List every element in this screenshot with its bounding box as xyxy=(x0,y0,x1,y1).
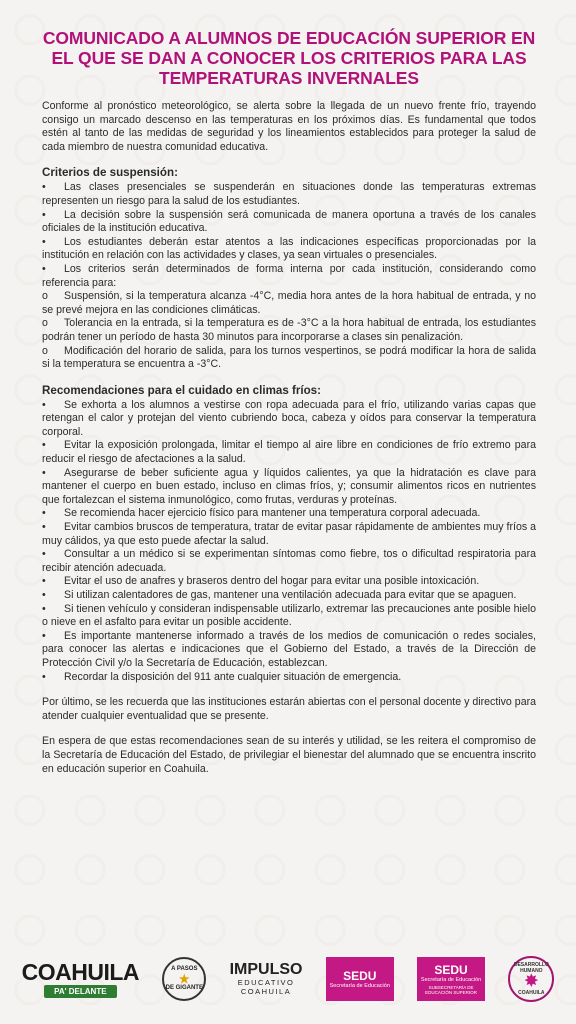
coahuila-logo xyxy=(21,958,140,998)
bullet-marker: • xyxy=(42,670,46,683)
bullet-marker: • xyxy=(42,262,46,275)
bullet-marker: • xyxy=(42,398,46,411)
impulso-sub-2: COAHUILA xyxy=(240,987,292,996)
sedu-title: SEDU xyxy=(434,962,468,977)
list-item xyxy=(42,236,536,263)
recomendaciones-heading: Recomendaciones para el cuidado en climas fríos: xyxy=(42,383,321,397)
list-item-text: Tolerancia en la entrada, si la temperatura es de -3°C a la hora habitual de entrada, los estudiantes podrán tener un período de hasta 30 minutos para incorporarse a clases sin penalización. xyxy=(42,317,536,343)
list-item xyxy=(42,439,536,466)
list-item-text: Si tienen vehículo y consideran indispensable utilizarlo, extremar las precauciones ante posible hielo o nieve en el asfalto para evitar un posible accidente. xyxy=(42,602,536,629)
star-icon: ★ xyxy=(178,972,190,986)
list-item-text: Suspensión, si la temperatura alcanza -4°C, media hora antes de la hora habitual de entrada, y no se prevé mejora en las condiciones climáticas. xyxy=(42,290,536,316)
impulso-wordmark: IMPULSO xyxy=(229,961,303,978)
bullet-marker: • xyxy=(42,208,46,221)
bullet-marker: • xyxy=(42,181,46,194)
recomendaciones-list xyxy=(42,399,536,684)
list-item-text: Se exhorta a los alumnos a vestirse con ropa adecuada para el frío, utilizando varias capas que retengan el calor y protejan del viento cubriendo boca, cabeza y oídos para conservar la temperatura corporal. xyxy=(42,398,536,438)
document-title: COMUNICADO A ALUMNOS DE EDUCACIÓN SUPERIOR EN EL QUE SE DAN A CONOCER LOS CRITERIOS PARA LAS TEMPERATURAS INVERNALES xyxy=(42,28,536,88)
criterios-heading: Criterios de suspensión: xyxy=(42,166,178,180)
pasos-bottom-text: DE GIGANTE xyxy=(165,985,203,991)
closing-paragraph-2: En espera de que estas recomendaciones sean de su interés y utilidad, se les reitera el compromiso de la Secretaría de Educación del Estado, de privilegiar el bienestar del alumnado que se encuentra inscrito en educación superior en Coahuila. xyxy=(42,735,536,775)
list-item-text: La decisión sobre la suspensión será comunicada de manera oportuna a través de los canales oficiales de la institución educativa. xyxy=(42,208,536,235)
criterios-section xyxy=(42,166,536,371)
impulso-sub-1: EDUCATIVO xyxy=(237,978,295,987)
dh-bottom-text: COAHUILA xyxy=(518,990,545,996)
sedu-title: SEDU xyxy=(343,968,377,983)
list-item-text: Si utilizan calentadores de gas, mantener una ventilación adecuada para evitar que se apaguen. xyxy=(64,589,517,601)
list-item xyxy=(42,263,536,290)
list-item-text: Es importante mantenerse informado a través de los medios de comunicación o redes sociales, para conocer las alertas e indicaciones que el Gobierno del Estado, a través de la Dirección de Protección Civil y/o la Secretaría de Educación, establezcan. xyxy=(42,629,536,669)
pa-delante-tag: PA' DELANTE xyxy=(44,985,116,998)
sedu-superior-logo xyxy=(417,957,485,1001)
list-item-text: Evitar el uso de anafres y braseros dentro del hogar para evitar una posible intoxicación. xyxy=(64,575,480,588)
bullet-marker: o xyxy=(42,344,48,357)
recomendaciones-section xyxy=(42,384,536,684)
bullet-marker: o xyxy=(42,290,48,303)
list-item xyxy=(42,589,536,603)
list-item-text: Evitar cambios bruscos de temperatura, tratar de evitar pasar rápidamente de ambientes muy fríos a muy cálidos, ya que esto puede afectar la salud. xyxy=(42,521,536,547)
list-item xyxy=(42,181,536,208)
list-item-text: Recordar la disposición del 911 ante cualquier situación de emergencia. xyxy=(64,670,402,683)
sedu-subtitle: Secretaría de Educación xyxy=(329,982,390,989)
bullet-marker: • xyxy=(42,629,46,642)
bullet-marker: • xyxy=(42,521,46,534)
list-item-text: Evitar la exposición prolongada, limitar el tiempo al aire libre en condiciones de frío extremo para reducir el riesgo de afectaciones a la salud. xyxy=(42,439,536,466)
list-item xyxy=(42,399,536,440)
dh-top-text: DESARROLLO HUMANO xyxy=(513,962,549,974)
bullet-marker: • xyxy=(42,548,46,561)
list-item xyxy=(42,630,536,671)
list-item xyxy=(42,548,536,575)
sedu-logo xyxy=(326,957,394,1001)
list-item xyxy=(42,209,536,236)
bullet-marker: • xyxy=(42,602,46,615)
list-item-text: Consultar a un médico si se experimentan síntomas como fiebre, tos o dificultad respiratoria para recibir atención adecuada. xyxy=(42,548,536,574)
list-item-text: Asegurarse de beber suficiente agua y líquidos calientes, ya que la hidratación es clave para mantener el cuerpo en buen estado, incluso en climas fríos, y; consumir alimentos ricos en nutrientes que fortalezcan el sistema inmunológico, como frutas, verduras y proteínas. xyxy=(42,466,536,506)
bullet-marker: • xyxy=(42,466,46,479)
list-item xyxy=(42,467,536,508)
desarrollo-humano-logo xyxy=(508,956,554,1002)
coahuila-wordmark: COAHUILA xyxy=(21,958,140,985)
bullet-marker: • xyxy=(42,439,46,452)
list-item xyxy=(42,603,536,630)
list-item xyxy=(42,575,536,589)
list-item xyxy=(42,317,536,344)
list-item-text: Los criterios serán determinados de forma interna por cada institución, considerando como referencia para: xyxy=(42,262,536,289)
list-item xyxy=(42,671,536,685)
impulso-educativo-logo xyxy=(230,962,303,996)
bullet-marker: • xyxy=(42,575,46,588)
list-item xyxy=(42,345,536,372)
footer-logos xyxy=(0,944,576,1014)
list-item-text: Las clases presenciales se suspenderán en situaciones donde las temperaturas extremas representen un riesgo para la salud de los estudiantes. xyxy=(42,181,536,207)
bullet-marker: o xyxy=(42,317,48,330)
star-icon: ✸ xyxy=(524,973,539,990)
sedu-subtitle: Secretaría de Educación xyxy=(420,976,482,983)
sedu-subsecretaria: SUBSECRETARÍA DE EDUCACIÓN SUPERIOR xyxy=(425,984,477,995)
bullet-marker: • xyxy=(42,235,46,248)
list-item xyxy=(42,507,536,521)
pasos-top-text: A PASOS xyxy=(171,966,198,972)
list-item xyxy=(42,521,536,548)
list-item-text: Los estudiantes deberán estar atentos a las indicaciones específicas proporcionadas por la institución en relación con las actividades y clases, ya sean virtuales o presenciales. xyxy=(42,235,536,262)
list-item-text: Se recomienda hacer ejercicio físico para mantener una temperatura corporal adecuada. xyxy=(64,507,481,520)
intro-paragraph: Conforme al pronóstico meteorológico, se alerta sobre la llegada de un nuevo frente frío, trayendo consigo un marcado descenso en las temperaturas en los próximos días. Es fundamental que todos estén al tanto de las medidas de seguridad y los lineamientos establecidos para proteger la salud de cada miembro de nuestra comunidad educativa. xyxy=(42,100,536,153)
list-item-text: Modificación del horario de salida, para los turnos vespertinos, se podrá modificar la hora de salida si la temperatura se encuentra a -3°C. xyxy=(42,344,536,371)
bullet-marker: • xyxy=(42,589,46,601)
pasos-de-gigante-logo xyxy=(162,957,206,1001)
closing-paragraph-1: Por último, se les recuerda que las instituciones estarán abiertas con el personal docente y directivo para atender cualquier eventualidad que se presente. xyxy=(42,696,536,722)
criterios-list xyxy=(42,181,536,371)
list-item xyxy=(42,290,536,317)
bullet-marker: • xyxy=(42,507,46,520)
